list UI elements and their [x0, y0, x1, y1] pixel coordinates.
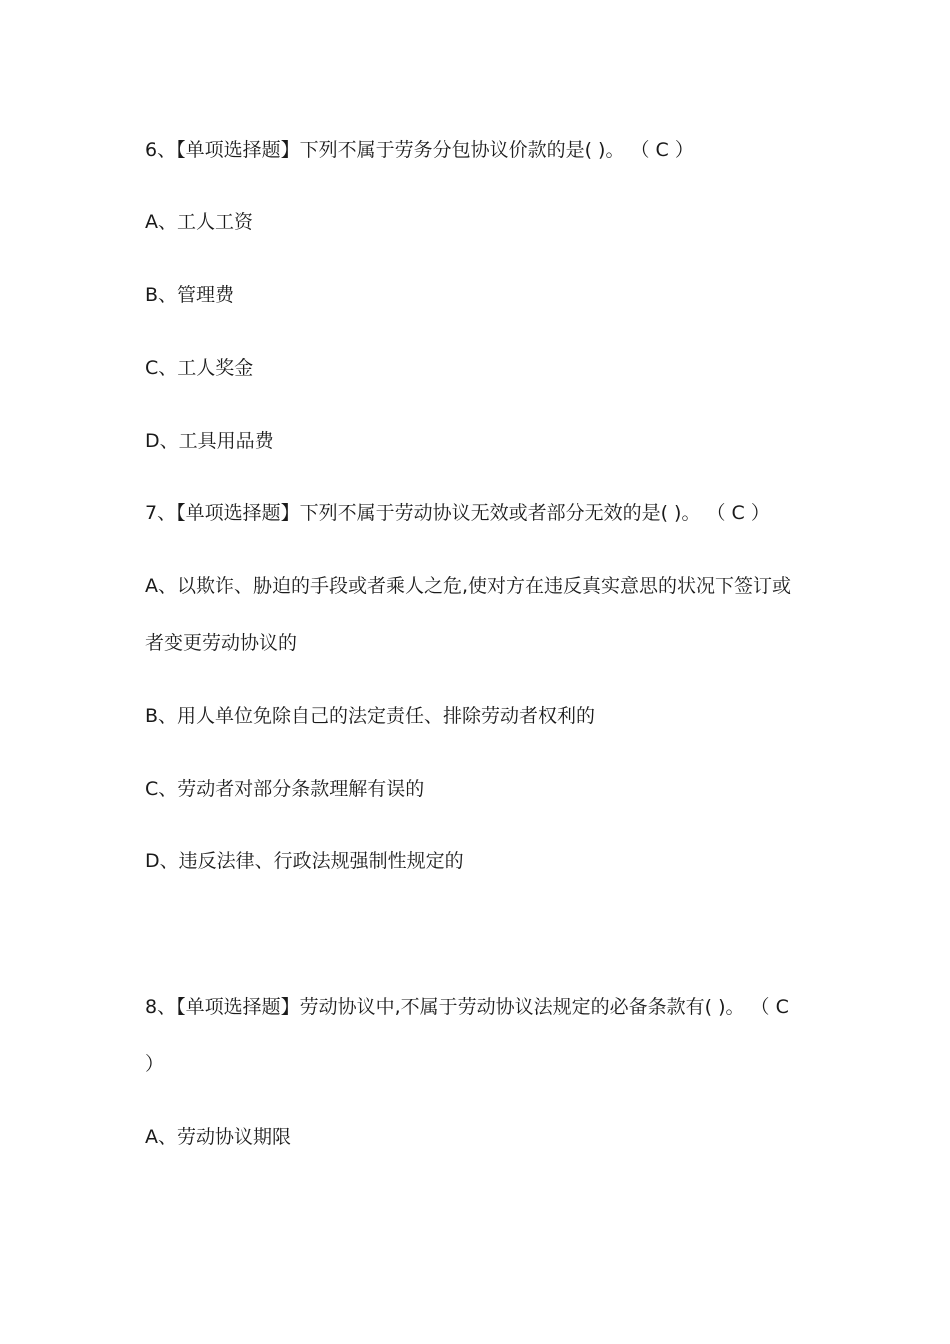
- question-7-stem: 7、【单项选择题】下列不属于劳动协议无效或者部分无效的是( )。 （ C ）: [145, 502, 770, 524]
- question-6-option-b: B、管理费: [145, 284, 235, 306]
- question-8-option-a: A、劳动协议期限: [145, 1126, 291, 1148]
- question-7-option-c: C、劳动者对部分条款理解有误的: [145, 778, 425, 800]
- question-7-option-b: B、用人单位免除自己的法定责任、排除劳动者权利的: [145, 705, 596, 727]
- question-8-stem-line2: ）: [145, 1053, 165, 1075]
- question-8-stem-line1: 8、【单项选择题】劳动协议中,不属于劳动协议法规定的必备条款有( )。 （ C: [145, 996, 789, 1018]
- question-6-option-a: A、工人工资: [145, 211, 253, 233]
- question-6-option-d: D、工具用品费: [145, 430, 274, 452]
- question-7-option-a-line1: A、以欺诈、胁迫的手段或者乘人之危,使对方在违反真实意思的状况下签订或: [145, 575, 792, 597]
- question-7-option-d: D、违反法律、行政法规强制性规定的: [145, 850, 464, 872]
- question-6-option-c: C、工人奖金: [145, 357, 254, 379]
- question-7-option-a-line2: 者变更劳动协议的: [145, 632, 298, 654]
- question-6-stem: 6、【单项选择题】下列不属于劳务分包协议价款的是( )。 （ C ）: [145, 139, 694, 161]
